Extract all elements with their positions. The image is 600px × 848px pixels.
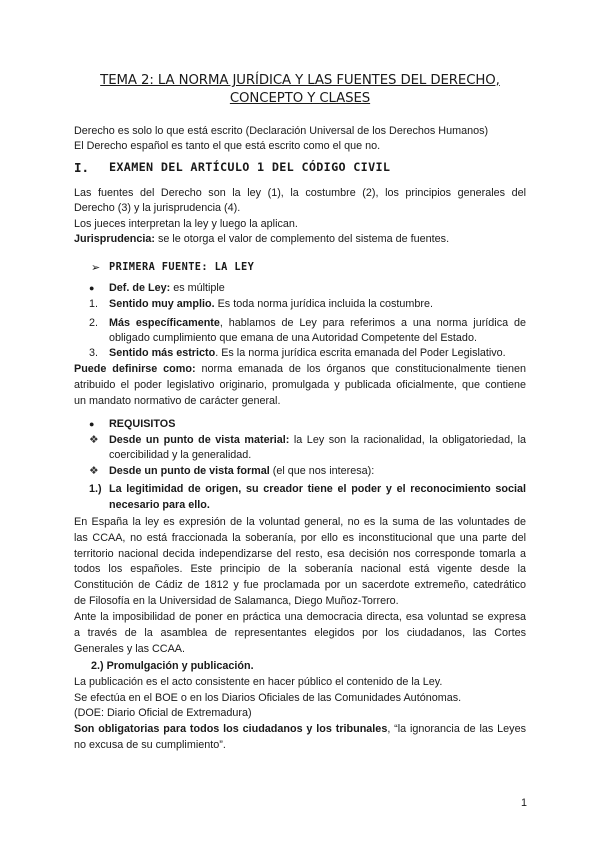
def-ley-text: es múltiple (170, 282, 225, 294)
bullet-icon: ● (89, 283, 95, 293)
promulgacion-heading: 2.) Promulgación y publicación. (91, 660, 254, 672)
jurisprudencia-text: se le otorga el valor de complemento del sistema de fuentes. (155, 233, 450, 245)
ante-line-2: a través de la asamblea de representantes elegidos por los ciudadanos, las Cortes (74, 627, 526, 639)
espana-line-4: todos los españoles. Este principio de la soberanía nacional está vigente desde la (74, 563, 526, 575)
section-heading: EXAMEN DEL ARTÍCULO 1 DEL CÓDIGO CIVIL (109, 160, 391, 174)
ante-line-3: Generales y las CCAA. (74, 643, 186, 655)
page-number: 1 (521, 797, 528, 809)
formal-term: Desde un punto de vista formal (109, 465, 270, 477)
fuentes-line-2: Derecho (3) y la jurisprudencia (4). (74, 202, 241, 214)
list-item-3-term: Sentido más estricto (109, 347, 216, 359)
list-item-2-line-1 (109, 316, 526, 331)
list-item-1 (109, 297, 433, 312)
obligatorias-term: Son obligatorias para todos los ciudadanos y los tribunales (74, 723, 388, 735)
obligatorias-line-2: no excusa de su cumplimiento”. (74, 739, 226, 751)
ante-line-1: Ante la imposibilidad de poner en práctica una democracia directa, esa voluntad se expresa (74, 611, 526, 623)
jurisprudencia-line (74, 232, 449, 247)
jurisprudencia-term: Jurisprudencia: (74, 233, 155, 245)
list-item-1-term: Sentido muy amplio. (109, 298, 215, 310)
list-item-2-line-2: obligado cumplimiento que emana de una Autoridad Competente del Estado. (109, 332, 477, 344)
espana-line-1: En España la ley es expresión de la voluntad general, no es la suma de las voluntades de (74, 516, 526, 528)
arrow-bullet-icon: ➢ (91, 262, 101, 274)
def-ley-line (109, 281, 225, 296)
espana-line-3: territorio nacional decida independizarse del resto, esa decisión nos corresponde tomarla a (74, 548, 526, 560)
puede-line-1 (74, 362, 526, 377)
fuentes-line-1: Las fuentes del Derecho son la ley (1), la costumbre (2), los principios generales del (74, 187, 526, 199)
formal-line (109, 464, 374, 479)
material-line-2: coercibilidad y la generalidad. (109, 449, 252, 461)
page-title (60, 72, 540, 108)
obligatorias-text: , “la ignorancia de las Leyes (387, 723, 526, 735)
diamond-bullet-icon: ❖ (89, 434, 99, 446)
diamond-bullet-icon: ❖ (89, 465, 99, 477)
list-item-2-term: Más específicamente (109, 317, 220, 329)
subsection-heading: PRIMERA FUENTE: LA LEY (109, 261, 255, 273)
title-line-1: TEMA 2: LA NORMA JURÍDICA Y LAS FUENTES DEL DERECHO, (100, 73, 500, 88)
list-number-1: 1. (89, 298, 99, 310)
intro-line-2: El Derecho español es tanto el que está escrito como el que no. (74, 140, 381, 152)
legitimidad-line-2: necesario para ello. (109, 499, 210, 511)
promulgacion-line-3: (DOE: Diario Oficial de Extremadura) (74, 707, 252, 719)
legitimidad-line-1: La legitimidad de origen, su creador tiene el poder y el reconocimiento social (109, 483, 526, 495)
material-term: Desde un punto de vista material: (109, 434, 290, 446)
espana-line-5: Constitución de Cádiz de 1812 y fue proclamada por un sacerdote extremeño, catedrático (74, 579, 526, 591)
material-text: la Ley son la racionalidad, la obligatoriedad, la (289, 434, 526, 446)
obligatorias-line-1 (74, 722, 526, 737)
puede-line-3: un mandato normativo de carácter general. (74, 395, 281, 407)
list-item-3-text: . Es la norma jurídica escrita emanada del Poder Legislativo. (215, 347, 506, 359)
list-item-1-text: Es toda norma jurídica incluida la costumbre. (214, 298, 434, 310)
espana-line-2: las CCAA, no está fraccionada la soberanía, por ello es inconstitucional que una parte del (74, 532, 526, 544)
espana-line-6: de Filosofía en la Universidad de Salamanca, Diego Muñoz-Torrero. (74, 595, 399, 607)
list-item-3 (109, 346, 506, 361)
title-line-2: CONCEPTO Y CLASES (229, 91, 371, 106)
list-number-2: 2. (89, 317, 99, 329)
intro-line-1: Derecho es solo lo que está escrito (Declaración Universal de los Derechos Humanos) (74, 125, 489, 137)
material-line-1 (109, 433, 526, 448)
puede-term: Puede definirse como: (74, 363, 196, 375)
puede-line-2: atribuido el poder legislativo originario, promulgada y publicada oficialmente, que contiene (74, 379, 526, 391)
fuentes-line-3: Los jueces interpretan la ley y luego la aplican. (74, 218, 298, 230)
list-number-3: 3. (89, 347, 99, 359)
bullet-icon: ● (89, 419, 95, 429)
formal-text: (el que nos interesa): (269, 465, 375, 477)
legitimidad-number: 1.) (89, 483, 102, 495)
list-item-2-text: , hablamos de Ley para referimos a una norma jurídica de (219, 317, 526, 329)
promulgacion-line-1: La publicación es el acto consistente en hacer público el contenido de la Ley. (74, 676, 443, 688)
def-ley-term: Def. de Ley: (109, 282, 171, 294)
puede-text: norma emanada de los órganos que constitucionalmente tienen (195, 363, 527, 375)
section-number: I. (74, 160, 90, 175)
requisitos-heading: REQUISITOS (109, 418, 176, 430)
promulgacion-line-2: Se efectúa en el BOE o en los Diarios Oficiales de las Comunidades Autónomas. (74, 692, 462, 704)
